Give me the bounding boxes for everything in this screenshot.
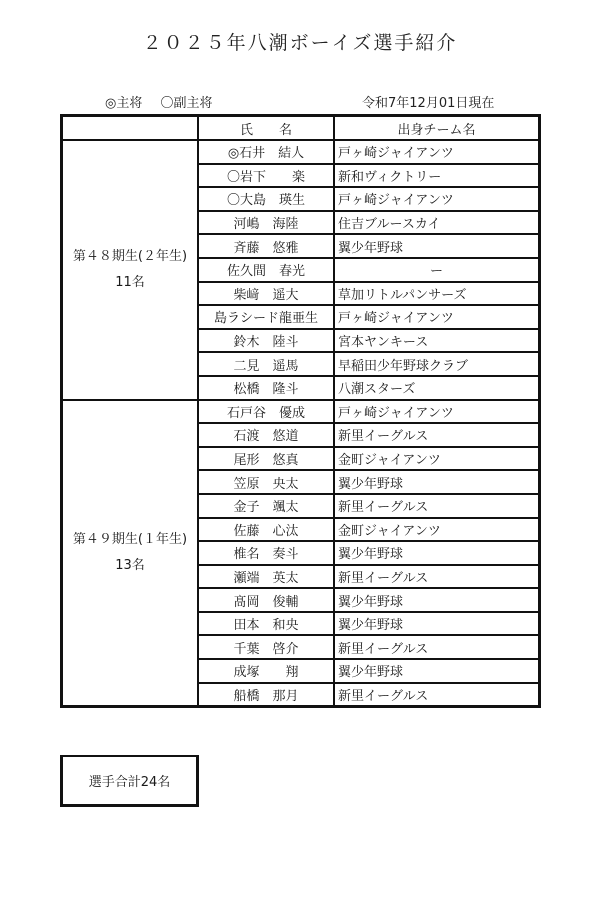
player-team: 翼少年野球 bbox=[334, 612, 540, 636]
player-name: 瀬端 英太 bbox=[198, 565, 334, 589]
player-name: 成塚 翔 bbox=[198, 659, 334, 683]
column-header-group bbox=[62, 116, 199, 141]
legend-captain: ◎主将 bbox=[105, 96, 143, 111]
player-team: 新里イーグルス bbox=[334, 565, 540, 589]
player-name: 千葉 啓介 bbox=[198, 635, 334, 659]
player-team: 新里イーグルス bbox=[334, 423, 540, 447]
group-cell bbox=[62, 140, 199, 400]
table-row bbox=[62, 400, 540, 424]
roster-body bbox=[62, 140, 540, 707]
player-name: 柴﨑 遥大 bbox=[198, 282, 334, 306]
player-name: 髙岡 俊輔 bbox=[198, 588, 334, 612]
player-team: 宮本ヤンキース bbox=[334, 329, 540, 353]
player-name: 石戸谷 優成 bbox=[198, 400, 334, 424]
player-team: 翼少年野球 bbox=[334, 588, 540, 612]
player-team: 戸ヶ崎ジャイアンツ bbox=[334, 140, 540, 164]
column-header-team: 出身チーム名 bbox=[334, 116, 540, 141]
player-name: 〇大島 瑛生 bbox=[198, 187, 334, 211]
player-team: 戸ヶ崎ジャイアンツ bbox=[334, 400, 540, 424]
player-team: 金町ジャイアンツ bbox=[334, 447, 540, 471]
player-team: 戸ヶ崎ジャイアンツ bbox=[334, 187, 540, 211]
player-team: 八潮スターズ bbox=[334, 376, 540, 400]
player-name: 田本 和央 bbox=[198, 612, 334, 636]
player-name: 松橋 隆斗 bbox=[198, 376, 334, 400]
group-count: 11名 bbox=[115, 274, 145, 290]
player-team: 金町ジャイアンツ bbox=[334, 518, 540, 542]
player-name: 椎名 奏斗 bbox=[198, 541, 334, 565]
player-name: 佐久間 春光 bbox=[198, 258, 334, 282]
column-header-name: 氏 名 bbox=[198, 116, 334, 141]
player-name: 尾形 悠真 bbox=[198, 447, 334, 471]
player-name: 河嶋 海陸 bbox=[198, 211, 334, 235]
player-name: 斉藤 悠雅 bbox=[198, 234, 334, 258]
player-team: 早稲田少年野球クラブ bbox=[334, 352, 540, 376]
player-team: 翼少年野球 bbox=[334, 659, 540, 683]
player-name: 佐藤 心汰 bbox=[198, 518, 334, 542]
as-of-date: 令和7年12月01日現在 bbox=[362, 96, 495, 111]
table-header-row bbox=[62, 116, 540, 141]
player-team: 新和ヴィクトリー bbox=[334, 164, 540, 188]
player-team: 翼少年野球 bbox=[334, 234, 540, 258]
player-name: ◎石井 結人 bbox=[198, 140, 334, 164]
player-name: 〇岩下 楽 bbox=[198, 164, 334, 188]
roster-table bbox=[60, 114, 541, 708]
role-legend bbox=[105, 92, 227, 111]
player-team: 翼少年野球 bbox=[334, 541, 540, 565]
player-name: 金子 颯太 bbox=[198, 494, 334, 518]
group-label: 第４９期生(１年生) bbox=[72, 531, 188, 547]
player-name: 笠原 央太 bbox=[198, 470, 334, 494]
legend-vice-captain: 〇副主将 bbox=[160, 96, 213, 111]
player-team: 新里イーグルス bbox=[334, 635, 540, 659]
player-team: 新里イーグルス bbox=[334, 494, 540, 518]
player-team: 住吉ブルースカイ bbox=[334, 211, 540, 235]
player-name: 鈴木 陸斗 bbox=[198, 329, 334, 353]
player-name: 石渡 悠道 bbox=[198, 423, 334, 447]
player-name: 二見 遥馬 bbox=[198, 352, 334, 376]
group-count: 13名 bbox=[115, 557, 145, 573]
player-team: ー bbox=[334, 258, 540, 282]
player-team: 新里イーグルス bbox=[334, 683, 540, 707]
player-team: 草加リトルパンサーズ bbox=[334, 282, 540, 306]
table-row bbox=[62, 140, 540, 164]
page-title: ２０２５年八潮ボーイズ選手紹介 bbox=[142, 32, 458, 54]
player-name: 船橋 那月 bbox=[198, 683, 334, 707]
player-team: 戸ヶ崎ジャイアンツ bbox=[334, 305, 540, 329]
total-players: 選手合計24名 bbox=[60, 755, 199, 807]
player-name: 島ラシード龍亜生 bbox=[198, 305, 334, 329]
group-cell bbox=[62, 400, 199, 707]
group-label: 第４８期生(２年生) bbox=[72, 248, 188, 264]
player-team: 翼少年野球 bbox=[334, 470, 540, 494]
